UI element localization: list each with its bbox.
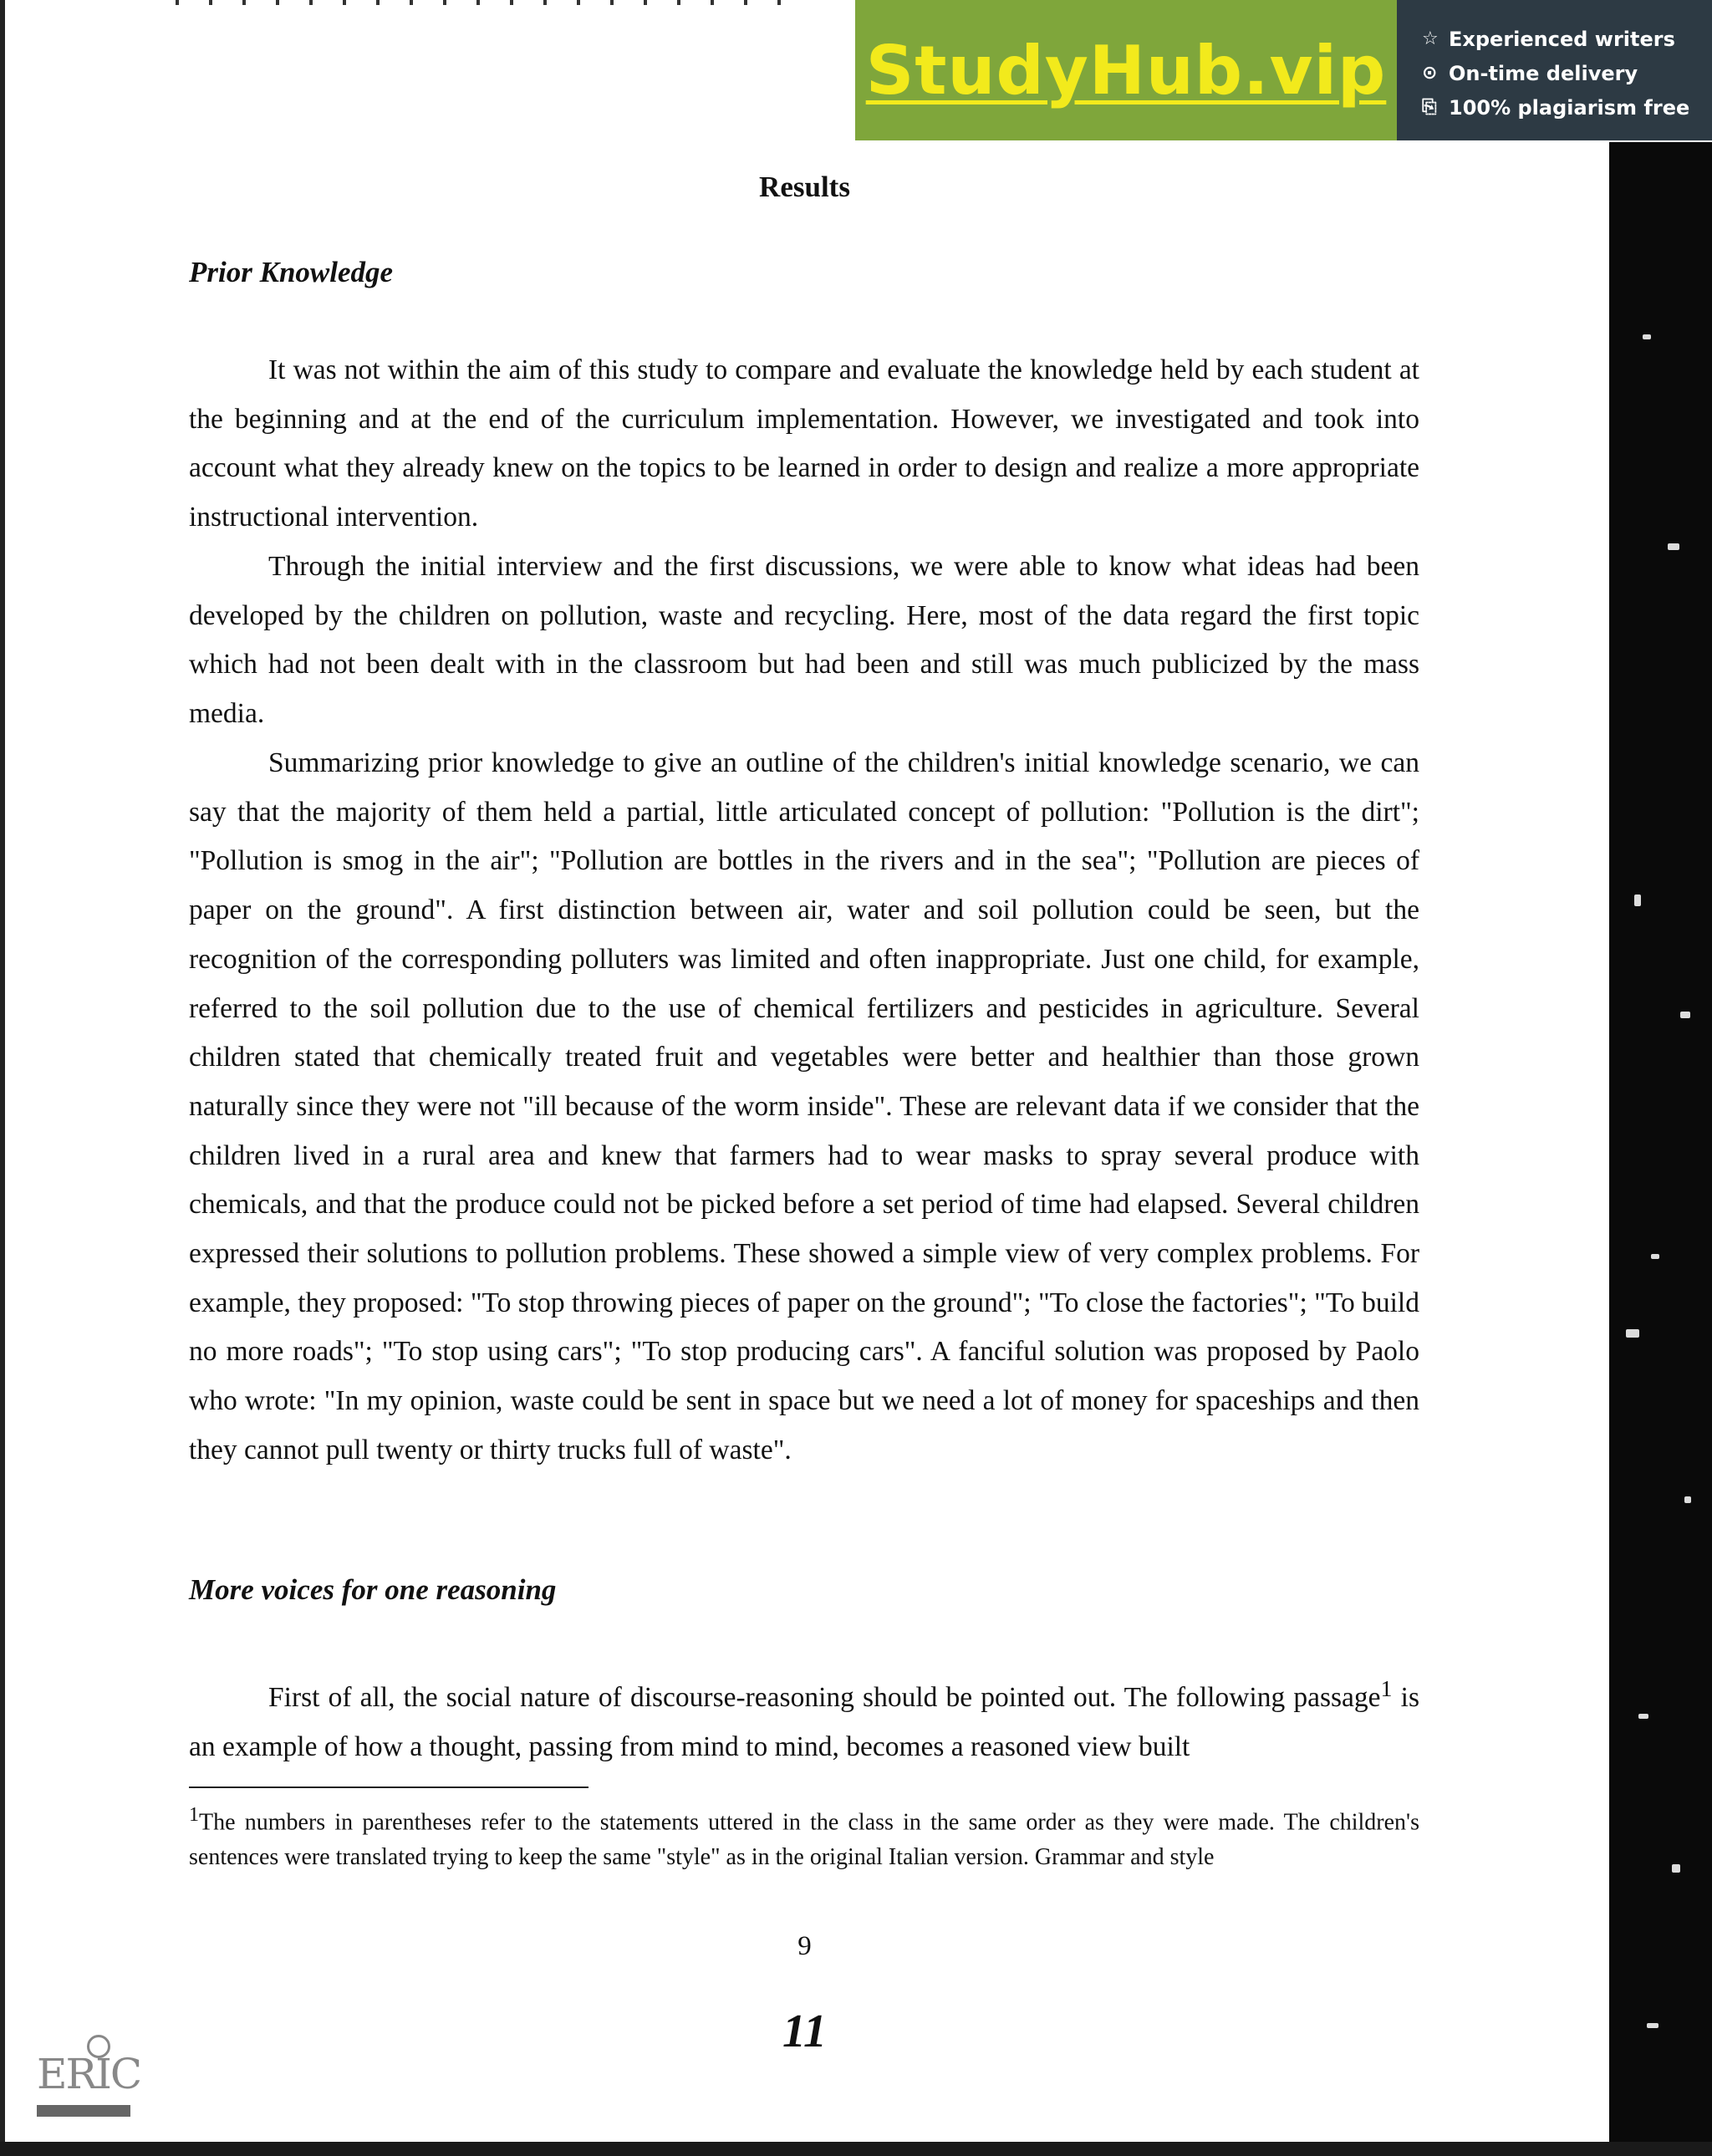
paragraph-4 [189, 1665, 1419, 1772]
feature-label: On-time delivery [1449, 61, 1638, 85]
paragraph-1: It was not within the aim of this study to compare and evaluate the knowledge held by each student at the beginning and at the end of the curriculum implementation. However, we investigated and took into account what they already knew on the topics to be learned in order to design and realize a more appropriate instructional intervention. [189, 354, 1419, 533]
clock-icon: ⊙ [1422, 63, 1438, 84]
copy-icon: ⎘ [1422, 97, 1437, 118]
eric-logo-text: ERIC [37, 2050, 141, 2098]
paragraph-3: Summarizing prior knowledge to give an outline of the children's initial knowledge scenario, we can say that the majority of them held a partial, little articulated concept of pollution: "Pollution is the dirt"; "Pollution is smog in the air"; "Pollution are bottles in the rivers and in the sea"; "Pollution are pieces of paper on the ground". A first distinction between air, water and soil pollution could be seen, but the recognition of the corresponding polluters was limited and often inappropriate. Just one child, for example, referred to the soil pollution due to the use of chemical fertilizers and pesticides in agriculture. Several children stated that chemically treated fruit and vegetables were better and healthier than those grown naturally since they were not "ill because of the worm inside". These are relevant data if we consider that the children lived in a rural area and knew that farmers had to wear masks to spray several produce with chemicals, and that the produce could not be picked before a set period of time had elapsed. Several children expressed their solutions to pollution problems. These showed a simple view of very complex problems. For example, they proposed: "To stop throwing pieces of paper on the ground"; "To close the factories"; "To build no more roads"; "To stop using cars"; "To stop producing cars". A fanciful solution was proposed by Paolo who wrote: "In my opinion, waste could be sent in space but we need a lot of money for spaceships and then they cannot pull twenty or thirty trucks full of waste". [189, 747, 1419, 1465]
studyhub-logo[interactable] [855, 0, 1397, 140]
feature-label: 100% plagiarism free [1449, 95, 1690, 120]
footnote-marker: 1 [189, 1804, 199, 1826]
scan-right-edge [1609, 142, 1712, 2156]
studyhub-banner[interactable] [855, 0, 1712, 140]
section-title-more-voices: More voices for one reasoning [189, 1573, 557, 1606]
eric-logo-bar [37, 2105, 130, 2117]
paragraph-4-start: First of all, the social nature of discourse-reasoning should be pointed out. The following passage [268, 1682, 1381, 1714]
feature-experienced-writers [1422, 22, 1712, 56]
scan-top-marks [176, 0, 811, 5]
footnote-text: The numbers in parentheses refer to the statements uttered in the class in the same order as they were made. The children's sentences were translated trying to keep the same "style" as in the original Italian version. Grammar and style [189, 1809, 1419, 1871]
scan-bottom-edge [0, 2142, 1712, 2156]
scan-left-edge [0, 0, 5, 2156]
star-icon: ☆ [1422, 28, 1439, 49]
footnote [189, 1797, 1419, 1875]
footnote-divider [189, 1786, 588, 1788]
paragraph-4-end: is an example of how a thought, passing from mind to mind, becomes a reasoned view built [189, 1682, 1419, 1762]
feature-on-time-delivery [1422, 56, 1712, 90]
feature-plagiarism-free [1422, 90, 1712, 125]
banner-features [1397, 0, 1712, 140]
paragraph-2: Through the initial interview and the first discussions, we were able to know what ideas had been developed by the children on pollution, waste and recycling. Here, most of the data regard the first topic which had not been dealt with in the classroom but had been and still was much publicized by the mass media. [189, 551, 1419, 730]
sheet-number: 11 [782, 2006, 827, 2057]
page-number: 9 [797, 1931, 812, 1961]
page-heading: Results [759, 171, 850, 203]
studyhub-logo-text: StudyHub.vip [865, 31, 1387, 110]
eric-logo [37, 2031, 141, 2123]
feature-label: Experienced writers [1449, 27, 1675, 51]
section-title-prior-knowledge: Prior Knowledge [189, 256, 394, 288]
footnote-reference[interactable]: 1 [1380, 1676, 1393, 1702]
